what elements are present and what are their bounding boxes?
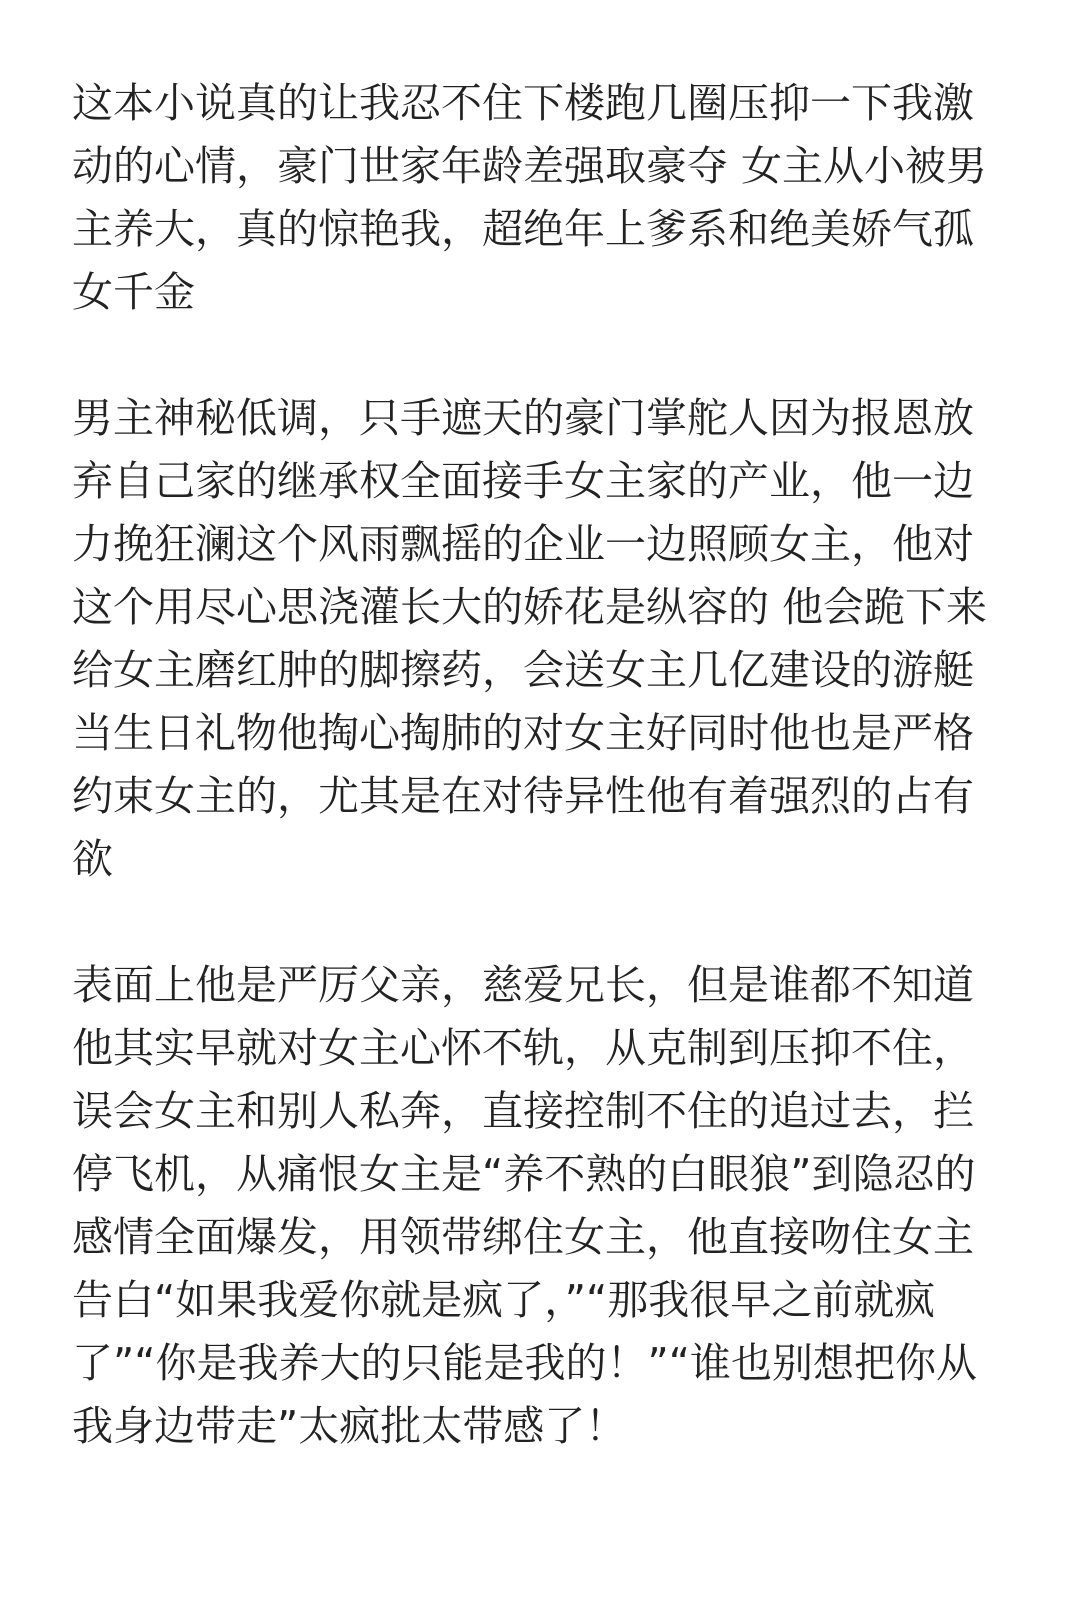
paragraph-intro: 这本小说真的让我忍不住下楼跑几圈压抑一下我激动的心情，豪门世家年龄差强取豪夺 女主从小被男主养大，真的惊艳我，超绝年上爹系和绝美娇气孤女千金: [72, 79, 988, 316]
paragraph-male-lead: 男主神秘低调，只手遮天的豪门掌舵人因为报恩放弃自己家的继承权全面接手女主家的产业，他一边力挽狂澜这个风雨飘摇的企业一边照顾女主，他对这个用尽心思浇灌长大的娇花是纵容的 他会跪下来给女主磨红肿的脚擦药，会送女主几亿建设的游艇当生日礼物他掏心掏肺的对女主好同时他也是严格约束女主的，尤其是在对待异性他有着强烈的占有欲: [72, 394, 988, 883]
paragraph-confession: 表面上他是严厉父亲，慈爱兄长，但是谁都不知道他其实早就对女主心怀不轨，从克制到压抑不住，误会女主和别人私奔，直接控制不住的追过去，拦停飞机，从痛恨女主是“养不熟的白眼狼”到隐忍的感情全面爆发，用领带绑住女主，他直接吻住女主告白“如果我爱你就是疯了，”“那我很早之前就疯了”“你是我养大的只能是我的！”“谁也别想把你从我身边带走”太疯批太带感了！: [72, 961, 977, 1450]
